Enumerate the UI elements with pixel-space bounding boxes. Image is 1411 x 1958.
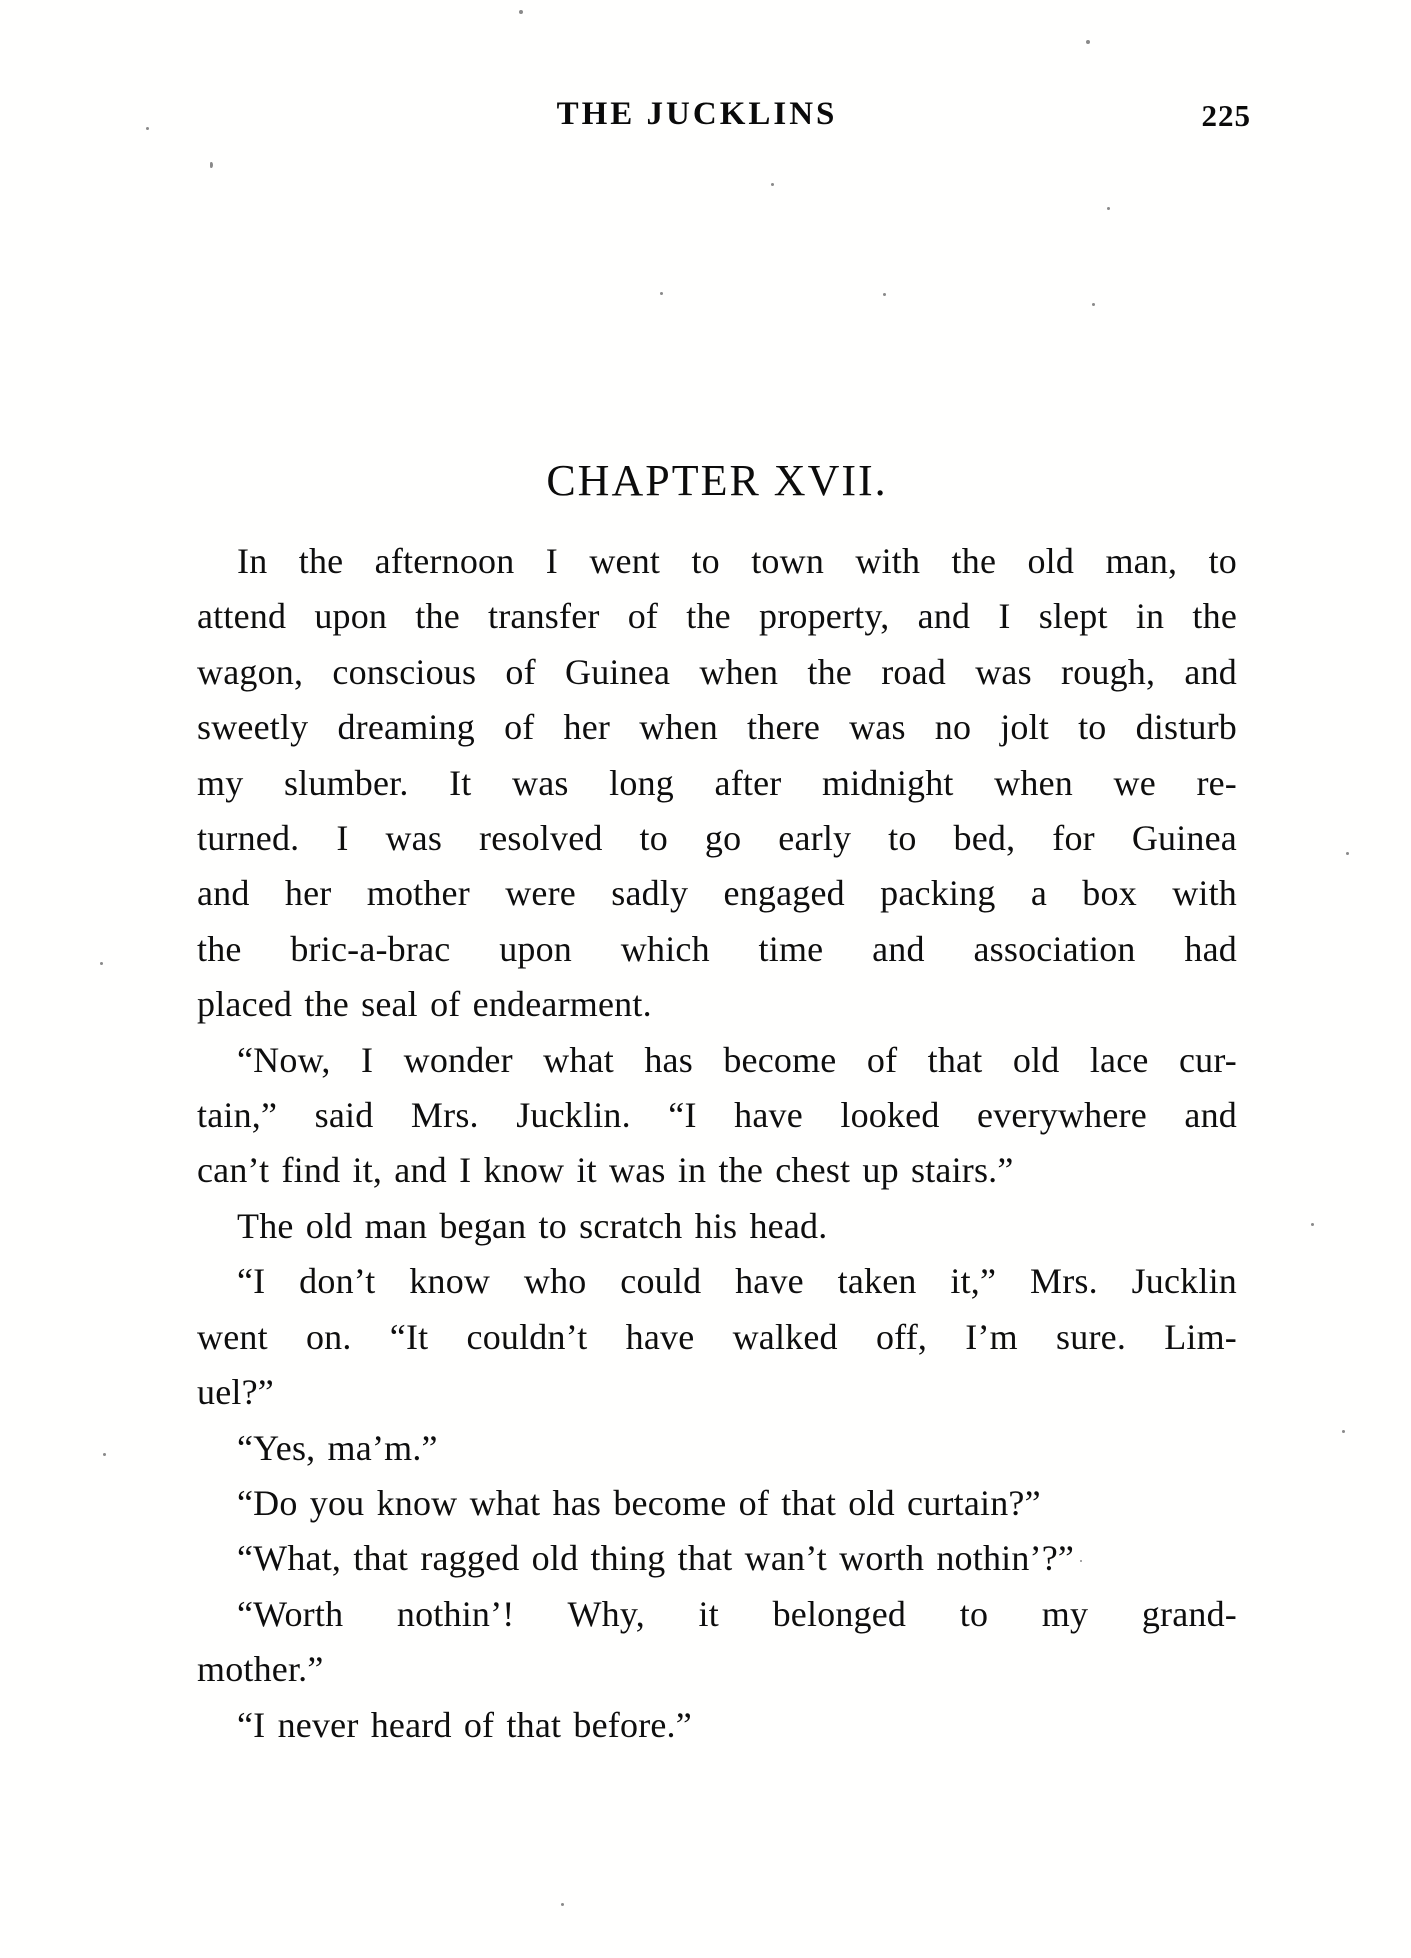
scan-speck: [1342, 1430, 1345, 1433]
text-line: sweetly dreaming of her when there was no jolt to disturb: [197, 707, 1237, 748]
scan-speck: [1080, 1560, 1082, 1562]
scan-speck: [519, 10, 523, 14]
text-line: “Yes, ma’m.”: [237, 1427, 438, 1468]
text-line: wagon, conscious of Guinea when the road was rough, and: [197, 651, 1237, 692]
scan-speck: [883, 293, 886, 296]
text-line: mother.”: [197, 1649, 324, 1690]
body-text: [197, 534, 1237, 1753]
scan-speck: [1311, 1223, 1314, 1226]
chapter-heading: CHAPTER XVII.: [546, 456, 888, 505]
text-line: can’t find it, and I know it was in the chest up stairs.”: [197, 1150, 1014, 1191]
scan-speck: [100, 962, 103, 965]
text-line: The old man began to scratch his head.: [237, 1205, 828, 1246]
scan-speck: [1092, 303, 1095, 306]
text-line: attend upon the transfer of the property, and I slept in the: [197, 596, 1237, 637]
text-line: the bric-a-brac upon which time and association had: [197, 928, 1237, 969]
text-line: “I don’t know who could have taken it,” Mrs. Jucklin: [237, 1261, 1237, 1302]
scan-speck: [660, 292, 663, 295]
text-line: “Do you know what has become of that old curtain?”: [237, 1482, 1041, 1523]
text-line: went on. “It couldn’t have walked off, I’m sure. Lim-: [197, 1316, 1237, 1357]
text-line: placed the seal of endearment.: [197, 984, 652, 1025]
scan-speck: [771, 183, 774, 186]
scan-speck: [210, 162, 213, 168]
text-line: turned. I was resolved to go early to bed, for Guinea: [197, 818, 1237, 859]
text-line: “What, that ragged old thing that wan’t worth nothin’?”: [237, 1538, 1075, 1579]
text-line: my slumber. It was long after midnight when we re-: [197, 762, 1237, 803]
text-line: “Now, I wonder what has become of that old lace cur-: [237, 1039, 1237, 1080]
running-title: THE JUCKLINS: [556, 96, 838, 132]
page-header: [197, 96, 1251, 142]
scan-speck: [561, 1903, 564, 1906]
scan-speck: [1346, 852, 1349, 855]
text-line: “Worth nothin’! Why, it belonged to my grand-: [237, 1593, 1237, 1634]
scan-speck: [146, 127, 149, 130]
page-number: 225: [1201, 98, 1251, 133]
text-line: “I never heard of that before.”: [237, 1704, 692, 1745]
text-line: In the afternoon I went to town with the old man, to: [237, 541, 1237, 581]
scan-speck: [1107, 207, 1110, 210]
text-line: tain,” said Mrs. Jucklin. “I have looked everywhere and: [197, 1095, 1237, 1136]
text-line: and her mother were sadly engaged packing a box with: [197, 873, 1237, 914]
scan-speck: [103, 1453, 106, 1456]
scan-speck: [1086, 40, 1090, 44]
text-line: uel?”: [197, 1372, 274, 1413]
